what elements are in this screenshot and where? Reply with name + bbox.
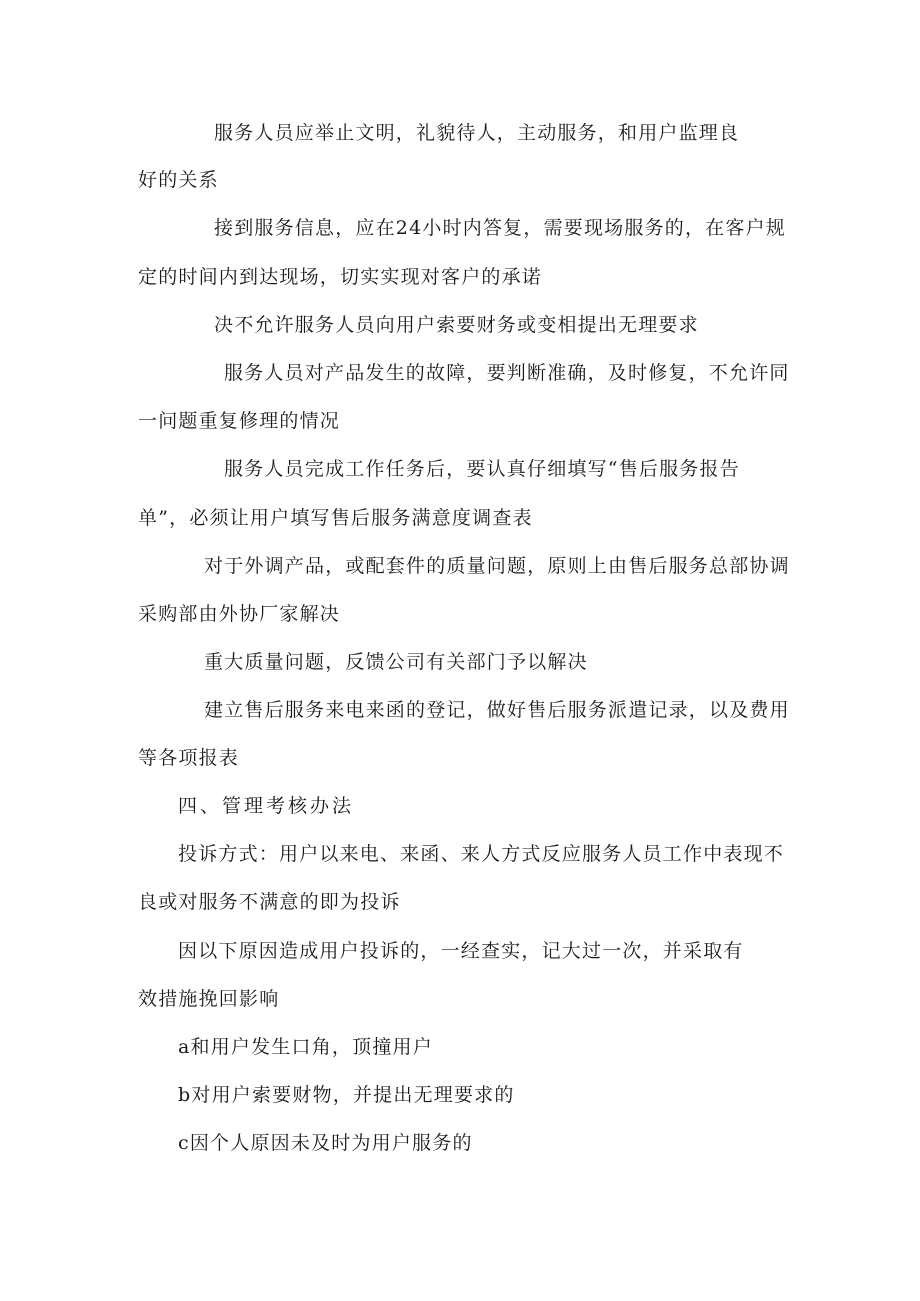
paragraph-line-7: 一问题重复修理的情况 [138, 410, 341, 432]
paragraph-line-2: 好的关系 [138, 169, 219, 191]
paragraph-line-5: 决不允许服务人员向用户索要财务或变相提出无理要求 [214, 314, 699, 336]
paragraph-line-18: 因以下原因造成用户投诉的，一经查实，记大过一次，并采取有 [178, 940, 744, 962]
section-heading: 四、管理考核办法 [178, 795, 355, 817]
paragraph-line-12: 重大质量问题，反馈公司有关部门予以解决 [204, 651, 588, 673]
paragraph-line-1: 服务人员应举止文明，礼貌待人，主动服务，和用户监理良 [214, 122, 740, 144]
paragraph-line-6: 服务人员对产品发生的故障，要判断准确，及时修复，不允许同 [224, 362, 790, 384]
paragraph-line-14: 等各项报表 [138, 747, 240, 769]
paragraph-line-19: 效措施挽回影响 [138, 988, 280, 1010]
list-item-b: b对用户索要财物，并提出无理要求的 [178, 1084, 515, 1106]
paragraph-line-17: 良或对服务不满意的即为投诉 [138, 891, 401, 913]
list-item-c: c因个人原因未及时为用户服务的 [178, 1132, 473, 1154]
paragraph-line-9: 单”，必须让用户填写售后服务满意度调查表 [138, 507, 533, 529]
paragraph-line-13: 建立售后服务来电来函的登记，做好售后服务派遣记录，以及费用 [204, 699, 790, 721]
paragraph-line-8: 服务人员完成工作任务后，要认真仔细填写“售后服务报告 [224, 458, 740, 480]
paragraph-line-11: 采购部由外协厂家解决 [138, 603, 341, 625]
paragraph-line-4: 定的时间内到达现场，切实实现对客户的承诺 [138, 266, 543, 288]
paragraph-line-16: 投诉方式：用户以来电、来函、来人方式反应服务人员工作中表现不 [178, 843, 785, 865]
paragraph-line-3: 接到服务信息，应在24小时内答复，需要现场服务的，在客户规 [214, 217, 786, 239]
paragraph-line-10: 对于外调产品，或配套件的质量问题，原则上由售后服务总部协调 [204, 555, 790, 577]
list-item-a: a和用户发生口角，顶撞用户 [178, 1036, 433, 1058]
